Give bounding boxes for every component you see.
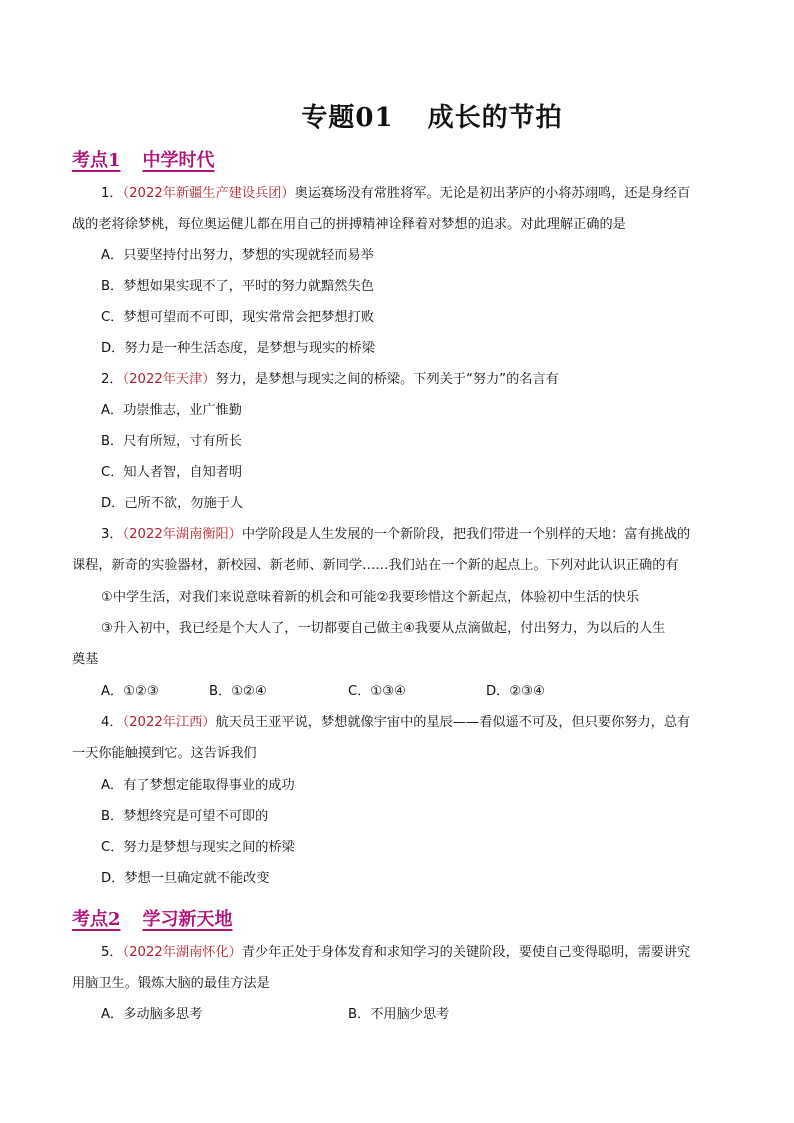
question-5-stem-line-1 — [101, 943, 690, 963]
section-label: 考点1 — [72, 150, 121, 171]
section-name: 学习新天地 — [142, 909, 233, 930]
question-4-option-c: C．努力是梦想与现实之间的桥梁 — [101, 840, 295, 855]
page-title — [0, 97, 794, 134]
question-5-stem-line-2: 用脑卫生。锻炼大脑的最佳方法是 — [72, 976, 270, 991]
title-main: 专题01 — [301, 103, 394, 133]
section-name: 中学时代 — [142, 150, 215, 171]
question-2-stem — [101, 370, 559, 390]
question-source: （2022年江西） — [122, 715, 216, 730]
question-3-option-d: D．②③④ — [486, 684, 545, 699]
question-text: 航天员王亚平说，梦想就像宇宙中的星辰——看似遥不可及，但只要你努力，总有 — [215, 715, 691, 730]
title-sub: 成长的节拍 — [427, 103, 563, 133]
question-3-option-b: B．①②④ — [209, 684, 267, 699]
question-number: 1． — [101, 186, 123, 201]
question-3-option-c: C．①③④ — [348, 684, 406, 699]
question-2-option-a: A．功崇惟志，业广惟勤 — [101, 403, 242, 418]
question-4-stem-line-1 — [101, 713, 690, 733]
question-2-option-d: D．己所不欲，勿施于人 — [101, 496, 244, 511]
question-3-stem-line-2: 课程，新奇的实验器材，新校园、新老师、新同学……我们站在一个新的起点上。下列对此认识正确的有 — [72, 558, 679, 573]
question-number: 2． — [101, 372, 123, 387]
question-3-stem-line-1 — [101, 525, 690, 545]
question-1-stem-line-1 — [101, 184, 690, 204]
question-source: （2022年新疆生产建设兵团） — [122, 186, 295, 201]
question-3-option-a: A．①②③ — [101, 684, 159, 699]
question-1-option-a: A．只要坚持付出努力，梦想的实现就轻而易举 — [101, 248, 374, 263]
question-2-option-b: B．尺有所短，寸有所长 — [101, 434, 242, 449]
question-source: （2022年湖南怀化） — [122, 945, 242, 960]
question-5-option-b: B．不用脑少思考 — [348, 1007, 450, 1022]
question-3-statement-2: ③升入初中，我已经是个大人了，一切都要自己做主④我要从点滴做起，付出努力，为以后的人生 — [101, 621, 666, 636]
question-1-option-c: C．梦想可望而不可即，现实常常会把梦想打败 — [101, 310, 374, 325]
question-1-stem-line-2: 战的老将徐梦桃，每位奥运健儿都在用自己的拼搏精神诠释着对梦想的追求。对此理解正确的是 — [72, 217, 626, 232]
question-3-statement-3: 奠基 — [72, 652, 99, 667]
question-1-option-b: B．梦想如果实现不了，平时的努力就黯然失色 — [101, 279, 374, 294]
question-source: （2022年湖南衡阳） — [122, 527, 242, 542]
question-1-option-d: D．努力是一种生活态度，是梦想与现实的桥梁 — [101, 341, 375, 356]
question-4-option-b: B．梦想终究是可望不可即的 — [101, 809, 269, 824]
question-2-option-c: C．知人者智，自知者明 — [101, 465, 243, 480]
section-label: 考点2 — [72, 909, 121, 930]
section-heading-2 — [72, 905, 233, 931]
question-3-statement-1: ①中学生活，对我们来说意味着新的机会和可能②我要珍惜这个新起点，体验初中生活的快乐 — [101, 590, 639, 605]
question-text: 努力，是梦想与现实之间的桥梁。下列关于“努力”的名言有 — [215, 372, 559, 387]
question-number: 4． — [101, 715, 123, 730]
question-number: 5． — [101, 945, 123, 960]
question-4-option-a: A．有了梦想定能取得事业的成功 — [101, 778, 295, 793]
question-5-option-a: A．多动脑多思考 — [101, 1007, 203, 1022]
question-text: 青少年正处于身体发育和求知学习的关键阶段，要使自己变得聪明，需要讲究 — [241, 945, 691, 960]
question-text: 奥运赛场没有常胜将军。无论是初出茅庐的小将苏翊鸣，还是身经百 — [294, 186, 691, 201]
section-heading-1 — [72, 146, 215, 172]
question-4-option-d: D．梦想一旦确定就不能改变 — [101, 871, 270, 886]
question-source: （2022年天津） — [122, 372, 216, 387]
question-text: 中学阶段是人生发展的一个新阶段，把我们带进一个别样的天地：富有挑战的 — [241, 527, 691, 542]
question-4-stem-line-2: 一天你能触摸到它。这告诉我们 — [72, 746, 257, 761]
question-number: 3． — [101, 527, 123, 542]
